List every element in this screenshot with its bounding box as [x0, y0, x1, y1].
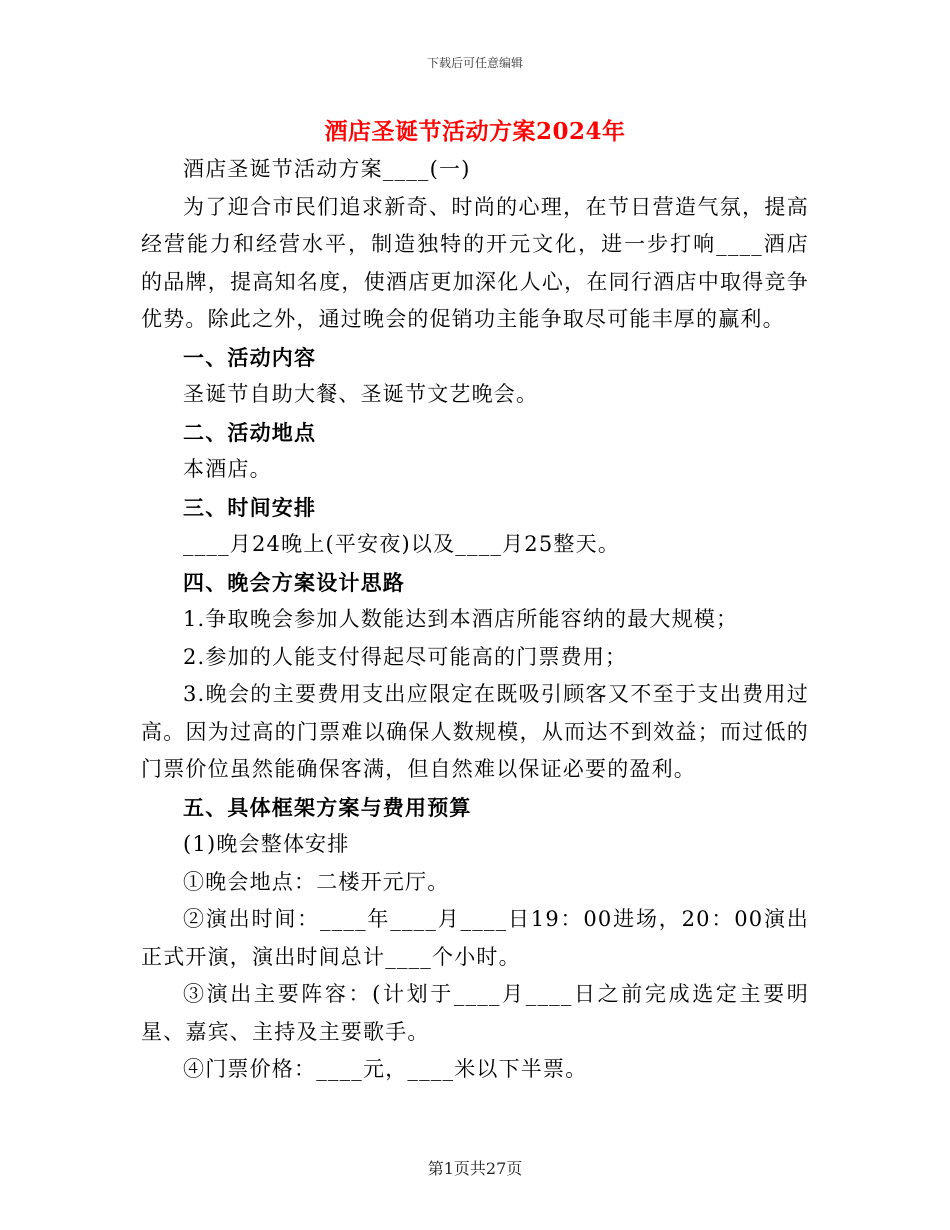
document-title: 酒店圣诞节活动方案2024年 [324, 118, 626, 145]
section-heading-activity-location: 二、活动地点 [183, 419, 317, 445]
document-body [141, 151, 809, 1089]
list-item: ④门票价格：____元，____米以下半票。 [183, 1057, 588, 1081]
list-item: 3.晚会的主要费用支出应限定在既吸引顾客又不至于支出费用过高。因为过高的门票难以确保人数规模，从而达不到效益；而过低的门票价位虽然能确保客满，但自然难以保证必要的盈利。 [141, 682, 809, 781]
body-paragraph: 圣诞节自助大餐、圣诞节文艺晚会。 [183, 382, 539, 406]
section-heading-schedule: 三、时间安排 [183, 494, 317, 520]
section-heading-design-ideas: 四、晚会方案设计思路 [183, 569, 405, 595]
page-header-note: 下载后可任意编辑 [426, 56, 523, 70]
list-item: ②演出时间：____年____月____日19：00进场，20：00演出正式开演，演出时间总计____个小时。 [141, 907, 809, 969]
body-paragraph: ____月24晚上(平安夜)以及____月25整天。 [183, 532, 621, 556]
subtitle-paragraph: 酒店圣诞节活动方案____(一) [183, 157, 471, 181]
intro-paragraph: 为了迎合市民们追求新奇、时尚的心理，在节日营造气氛，提高经营能力和经营水平，制造独特的开元文化，进一步打响____酒店的品牌，提高知名度，使酒店更加深化人心，在同行酒店中取得竞争优势。除此之外，通过晚会的促销功主能争取尽可能丰厚的赢利。 [141, 194, 809, 331]
subsection-heading: (1)晚会整体安排 [183, 832, 350, 856]
section-heading-framework-budget: 五、具体框架方案与费用预算 [183, 794, 472, 820]
list-item: ③演出主要阵容：(计划于____月____日之前完成选定主要明星、嘉宾、主持及主要歌手。 [141, 982, 809, 1044]
list-item: ①晚会地点：二楼开元厅。 [183, 869, 450, 894]
list-item: 1.争取晚会参加人数能达到本酒店所能容纳的最大规模； [183, 607, 739, 631]
list-item: 2.参加的人能支付得起尽可能高的门票费用； [183, 644, 628, 669]
section-heading-activity-content: 一、活动内容 [183, 344, 317, 370]
body-paragraph: 本酒店。 [183, 457, 272, 481]
page-number: 第1页共27页 [427, 1159, 523, 1178]
